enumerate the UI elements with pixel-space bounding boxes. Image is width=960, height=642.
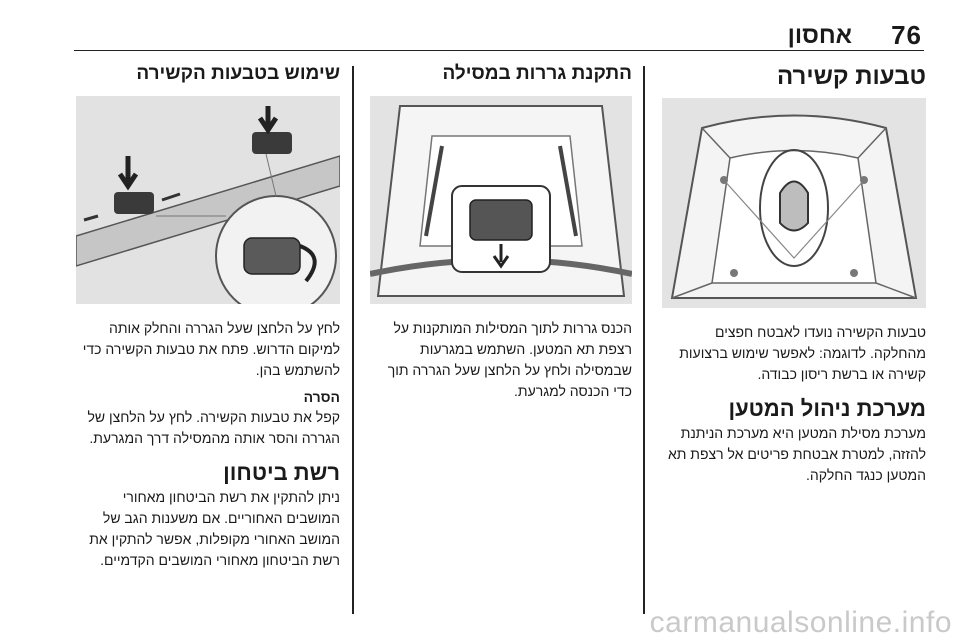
rail-installation-illustration	[370, 96, 632, 304]
safety-net-title: רשת ביטחון	[223, 460, 340, 485]
install-bars-body: הכנס גררות לתוך המסילות המותקנות על רצפת תא המטען. השתמש במגרעות שבמסילה ולחץ על הלחצן שעל הגררה תוך כדי הכנסה למגרעת.	[387, 320, 632, 399]
removal-title: הסרה	[303, 389, 340, 405]
install-bars-title: התקנת גררות במסילה	[442, 63, 632, 84]
tie-down-title: טבעות קשירה	[777, 63, 926, 90]
load-management-title: מערכת ניהול המטען	[728, 396, 926, 421]
safety-net-body: ניתן להתקין את רשת הביטחון מאחורי המושבים האחוריים. אם משענות הגב של המושב האחורי מקופלות, אפשר להתקין את רשת הביטחון מאחורי המושבים הקדמיים.	[89, 489, 340, 568]
trunk-rings-illustration	[662, 98, 926, 308]
column-divider-left	[352, 66, 354, 614]
section-title: אחסון	[787, 22, 852, 49]
removal-body: קפל את טבעות הקשירה. לחץ על הלחצן של הגררה והסר אותה מהמסילה דרך המגרעת.	[87, 409, 340, 446]
column-divider-right	[643, 66, 645, 614]
site-watermark: carmanualsonline.info	[649, 606, 952, 639]
column-installing-bars	[368, 62, 632, 402]
using-rings-title: שימוש בטבעות הקשירה	[136, 63, 340, 84]
column-tie-down-rings	[660, 62, 926, 486]
ring-usage-illustration	[76, 96, 340, 304]
using-rings-body: לחץ על הלחצן שעל הגררה והחלק אותה למיקום הדרוש. פתח את טבעות הקשירה כדי להשתמש בהן.	[82, 320, 340, 378]
page-header	[74, 14, 924, 51]
tie-down-body: טבעות הקשירה נועדו לאבטח חפצים מהחלקה. לדוגמה: לאפשר שימוש ברצועות קשירה או ברשת ריסון כבודה.	[679, 324, 926, 382]
page-number: 76	[891, 20, 922, 50]
column-using-rings	[74, 62, 340, 571]
load-management-body: מערכת מסילת המטען היא מערכת הניתנת להזזה, למטרת אבטחת פריטים אל רצפת תא המטען כנגד החלקה.	[667, 425, 926, 483]
